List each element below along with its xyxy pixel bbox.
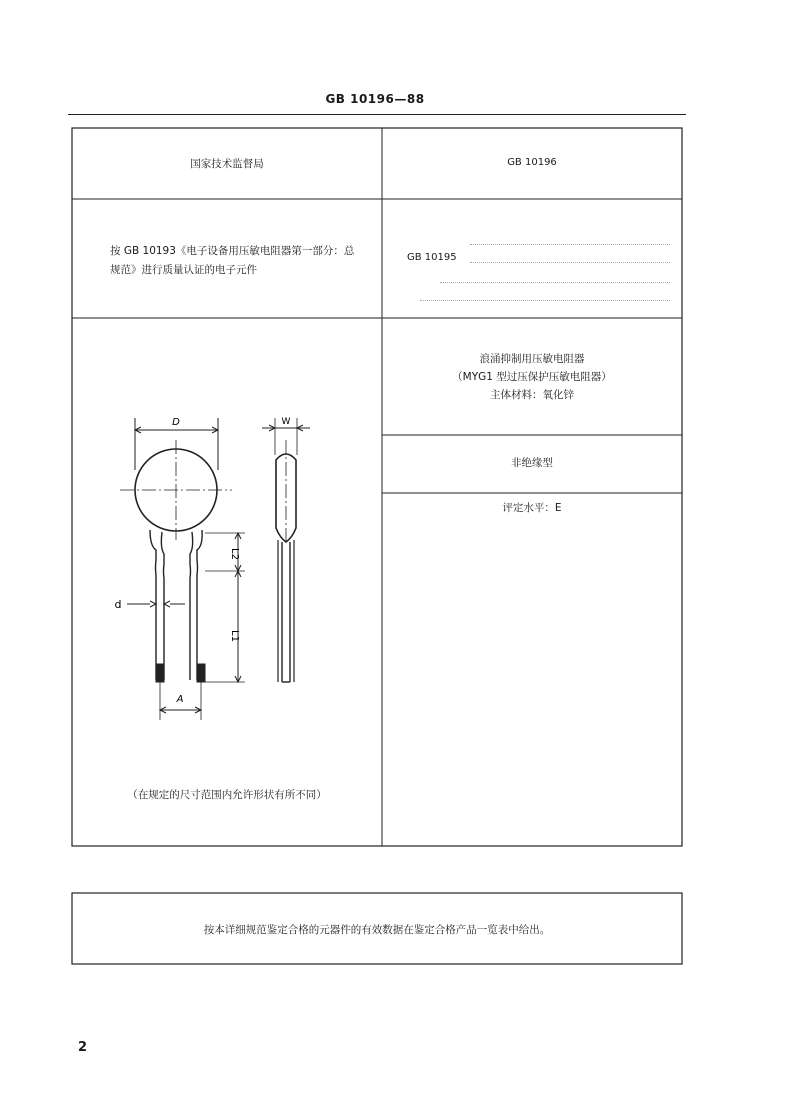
drawing-note: （在规定的尺寸范围内允许形状有所不同） xyxy=(127,789,327,801)
generic-spec-number: GB 10195 xyxy=(407,252,457,263)
component-name: 浪涌抑制用压敏电阻器 xyxy=(479,353,585,365)
label-L1: L1 xyxy=(229,630,240,642)
label-W: W xyxy=(281,417,291,427)
right-lead xyxy=(197,530,202,680)
component-type: （MYG1 型过压保护压敏电阻器） xyxy=(452,371,612,383)
compliance-line-2: 规范》进行质量认证的电子元件 xyxy=(110,264,257,276)
compliance-line-1: 按 GB 10193《电子设备用压敏电阻器第一部分：总 xyxy=(110,245,355,257)
label-d: d xyxy=(114,598,122,611)
body-material: 主体材料：氧化锌 xyxy=(490,389,574,401)
label-L2: L2 xyxy=(229,548,240,560)
insulation-type: 非绝缘型 xyxy=(511,457,553,469)
assessment-level: 评定水平：E xyxy=(502,502,562,514)
spec-number: GB 10196 xyxy=(507,157,557,168)
footer-note: 按本详细规范鉴定合格的元器件的有效数据在鉴定合格产品一览表中给出。 xyxy=(203,924,551,936)
authority-label: 国家技术监督局 xyxy=(190,158,264,170)
page-number: 2 xyxy=(78,1040,88,1055)
standard-code: GB 10196—88 xyxy=(325,92,425,106)
label-D: D xyxy=(172,417,180,428)
label-A: A xyxy=(176,694,184,705)
